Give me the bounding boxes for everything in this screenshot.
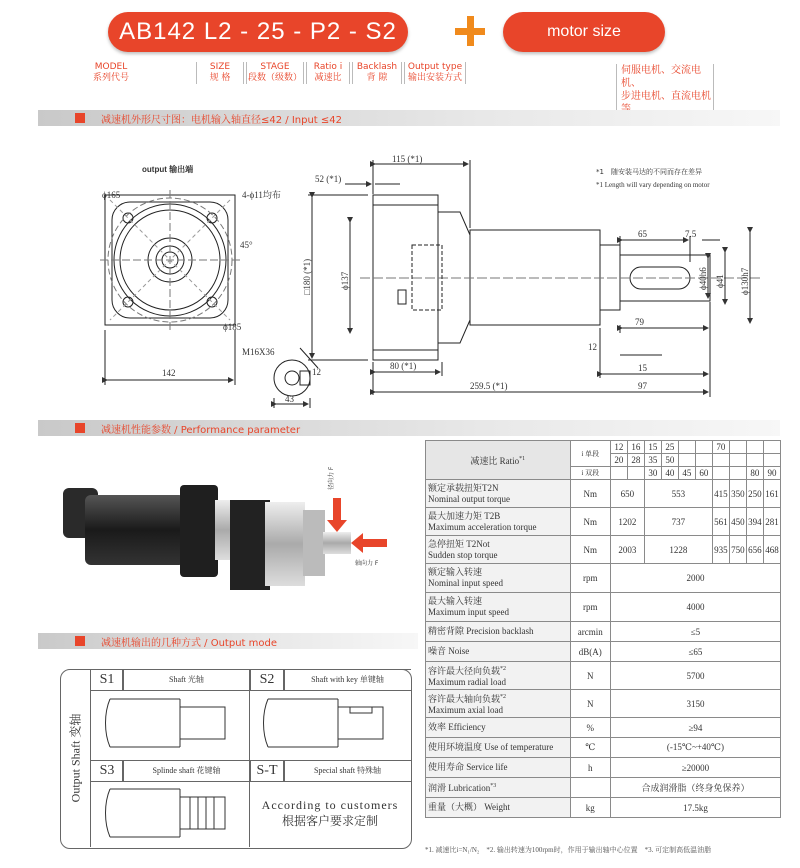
dim-75: 7.5 — [685, 229, 697, 239]
motor-types: 伺服电机、交流电机、 步进电机、直流电机 — [616, 64, 714, 116]
output-shaft-side-label: Output Shaft 变轴 — [60, 669, 91, 847]
caption-cell-st: Special shaft 特殊轴 — [283, 760, 411, 782]
performance-table — [425, 440, 781, 818]
dim-d40: ϕ40h6 — [698, 267, 708, 290]
code-cell-s2: S2 — [249, 669, 285, 691]
note1-en: *1 Length will vary depending on motor — [596, 181, 710, 189]
dim-holes: 4-ϕ11均布 — [242, 190, 281, 200]
custom-note: According to customers 根据客户要求定制 — [261, 798, 399, 828]
dim-d41: ϕ41 — [715, 274, 725, 288]
dim-97: 97 — [638, 381, 647, 391]
dim-79: 79 — [635, 317, 644, 327]
caption-cell-s3: Splinde shaft 花键轴 — [122, 760, 251, 782]
table-row: 容许最大轴向负载$^{*2}$ Maximum axial load N 3150 — [426, 690, 781, 718]
label-size: SIZE 规 格 — [196, 62, 244, 84]
label-stage: STAGE 段数（级数） — [247, 62, 302, 83]
dim-65: 65 — [638, 229, 647, 239]
section-bar-performance: 减速机性能参数 / Performance parameter — [38, 420, 780, 436]
table-row: 效率 Efficiency % ≥94 — [426, 718, 781, 738]
dim-12: 12 — [588, 342, 597, 352]
servo-motor — [63, 485, 257, 577]
gearbox — [230, 500, 351, 590]
code-cell-s1: S1 — [90, 669, 124, 691]
dim-43: 43 — [285, 394, 294, 404]
dim-80: 80 (*1) — [390, 361, 417, 371]
dim-15: 15 — [638, 363, 647, 373]
table-row: 润滑 Lubrication$^{*3}$ 合成润滑脂（终身免保养） — [426, 778, 781, 798]
ratio-row-stage1-top: 减速比 Ratio$^{*1}$ i 单段 12 16 15 25 70 — [426, 441, 781, 454]
dim-2595: 259.5 (*1) — [470, 381, 508, 391]
output-label: output 输出端 — [142, 165, 194, 174]
product-photo — [45, 440, 420, 625]
table-row: 容许最大径向负载$^{*2}$ Maximum radial load N 5700 — [426, 662, 781, 690]
motor-size-pill: motor size — [503, 12, 665, 52]
label-model: MODEL 系列代号 — [92, 62, 129, 83]
table-row: 额定承载扭矩T2N Nominal output torque Nm 650 553 415 350 250 161 — [426, 480, 781, 508]
shaft-s2-drawing — [258, 693, 403, 753]
dim-angle: 45° — [240, 240, 253, 250]
note1-zh: *1 随安装马达的不同而存在差异 — [596, 168, 702, 176]
dim-52: 52 (*1) — [315, 174, 342, 184]
code-cell-st: S-T — [249, 760, 285, 782]
dim-key12: 12 — [312, 367, 321, 377]
table-footnote: *1. 减速比i=N₁/N₂ *2. 输出转速为100rpm时，作用于输出轴中心位置 *3. 可定制高低温油脂 — [425, 846, 712, 854]
code-cell-s3: S3 — [90, 760, 124, 782]
shaft-s1-drawing — [100, 693, 240, 753]
table-row: 使用环境温度 Use of temperature ℃ (-15℃~+40℃) — [426, 738, 781, 758]
dim-d130: ϕ130h7 — [740, 267, 750, 295]
section-bar-dimensions: 减速机外形尺寸图：电机输入轴直径≤42 / Input ≤42 — [38, 110, 780, 126]
model-code-pill: AB142 L2 - 25 - P2 - S2 — [108, 12, 408, 52]
dim-d137: ϕ137 — [340, 271, 350, 290]
table-row: 额定输入转速 Nominal input speed rpm 2000 — [426, 564, 781, 593]
axial-force-label: 轴向力 F — [355, 560, 379, 567]
label-ratio: Ratio i 减速比 — [306, 62, 350, 84]
table-row: 精密背隙 Precision backlash arcmin ≤5 — [426, 622, 781, 642]
caption-cell-s1: Shaft 光轴 — [122, 669, 251, 691]
shaft-s3-drawing — [100, 783, 240, 843]
table-row: 重量（大概） Weight kg 17.5kg — [426, 798, 781, 818]
dim-d185: ϕ185 — [223, 322, 242, 332]
ratio-row-stage2: i 双段 30 40 45 60 80 90 — [426, 467, 781, 480]
dim-sq180: □180 (*1) — [302, 258, 312, 295]
dimension-drawing — [60, 150, 780, 412]
plus-icon — [455, 16, 485, 46]
label-backlash: Backlash 背 隙 — [352, 62, 402, 84]
section-bar-output-mode: 减速机输出的几种方式 / Output mode — [38, 633, 418, 649]
label-output-type: Output type 输出安装方式 — [404, 62, 466, 84]
divider — [249, 669, 250, 847]
dim-thread: M16X36 — [242, 347, 275, 357]
table-row: 急停扭矩 T2Not Sudden stop torque Nm 2003 1228 935 750 656 468 — [426, 536, 781, 564]
table-row: 噪音 Noise dB(A) ≤65 — [426, 642, 781, 662]
ratio-row-stage1-bottom: 20 28 35 50 — [426, 454, 781, 467]
table-row: 最大加速力矩 T2B Maximum acceleration torque Nm 1202 737 561 450 394 281 — [426, 508, 781, 536]
dim-115: 115 (*1) — [392, 154, 423, 164]
dim-142: 142 — [162, 368, 176, 378]
table-row: 最大输入转速 Maximum input speed rpm 4000 — [426, 593, 781, 622]
dim-d165: ϕ165 — [102, 190, 121, 200]
radial-force-label: 径向力 F — [328, 466, 335, 490]
caption-cell-s2: Shaft with key 单键轴 — [283, 669, 411, 691]
table-row: 使用寿命 Service life h ≥20000 — [426, 758, 781, 778]
